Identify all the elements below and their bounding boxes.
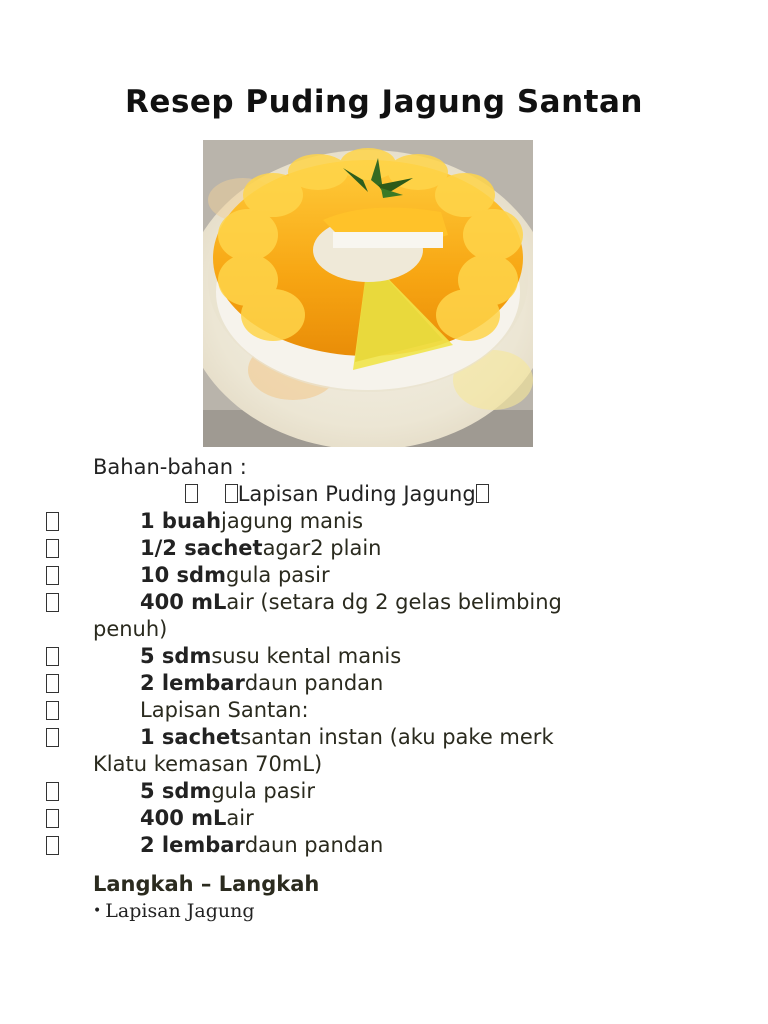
bullet-box-icon (46, 539, 59, 558)
bullet-box-icon (46, 566, 59, 585)
steps-heading: Langkah – Langkah (93, 872, 320, 896)
bullet-box-icon (46, 728, 59, 747)
box-glyph-icon (476, 484, 489, 503)
box-glyph-icon (185, 484, 198, 503)
bullet-box-icon (46, 701, 59, 720)
bullet-box-icon (46, 512, 59, 531)
pudding-photo (203, 140, 533, 447)
bullet-box-icon (46, 782, 59, 801)
bullet-dot-icon: • (93, 903, 102, 919)
pudding-illustration (203, 140, 533, 447)
bullet-box-icon (46, 674, 59, 693)
bullet-box-icon (46, 836, 59, 855)
box-glyph-icon (225, 484, 238, 503)
step-text: Lapisan Jagung (105, 900, 255, 922)
bullet-box-icon (46, 809, 59, 828)
ingredients-subheading (185, 482, 489, 506)
bullet-box-icon (46, 647, 59, 666)
bullet-box-icon (46, 593, 59, 612)
step-item (93, 900, 255, 922)
page-title: Resep Puding Jagung Santan (125, 84, 643, 120)
ingredients-label: Bahan-bahan : (93, 455, 247, 479)
subheading-text: Lapisan Puding Jagung (237, 482, 476, 506)
